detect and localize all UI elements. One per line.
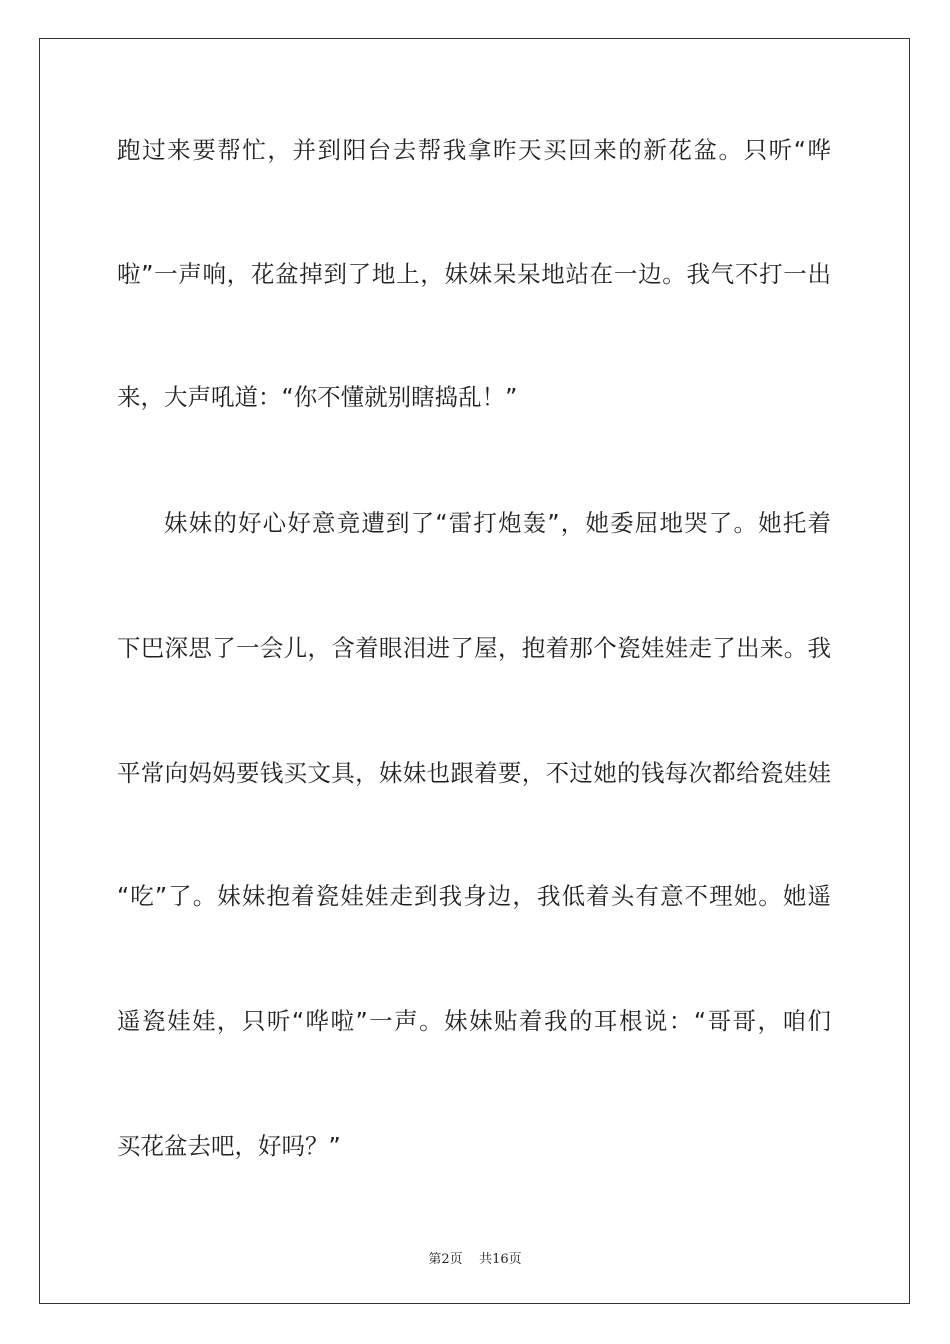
page-number: 第2页: [428, 1252, 463, 1267]
paragraph-line: “吃”了。妹妹抱着瓷娃娃走到我身边，我低着头有意不理她。她遥: [117, 882, 831, 910]
paragraph-line: 买花盆去吧，好吗？”: [117, 1132, 341, 1160]
paragraph-line: 跑过来要帮忙，并到阳台去帮我拿昨天买回来的新花盆。只听“哗: [117, 136, 831, 164]
page-total: 共16页: [479, 1252, 522, 1267]
paragraph-line: 平常向妈妈要钱买文具，妹妹也跟着要，不过她的钱每次都给瓷娃娃: [117, 759, 831, 787]
paragraph-line: 下巴深思了一会儿，含着眼泪进了屋，抱着那个瓷娃娃走了出来。我: [117, 634, 831, 662]
page-footer: [0, 1248, 950, 1267]
page-border: [39, 38, 910, 1304]
paragraph-line: 啦”一声响，花盆掉到了地上，妹妹呆呆地站在一边。我气不打一出: [117, 260, 831, 288]
paragraph-line: 来，大声吼道：“你不懂就别瞎捣乱！”: [117, 383, 518, 411]
paragraph-line: 遥瓷娃娃，只听“哗啦”一声。妹妹贴着我的耳根说：“哥哥，咱们: [117, 1007, 831, 1035]
paragraph-line: 妹妹的好心好意竟遭到了“雷打炮轰”，她委屈地哭了。她托着: [164, 509, 831, 537]
